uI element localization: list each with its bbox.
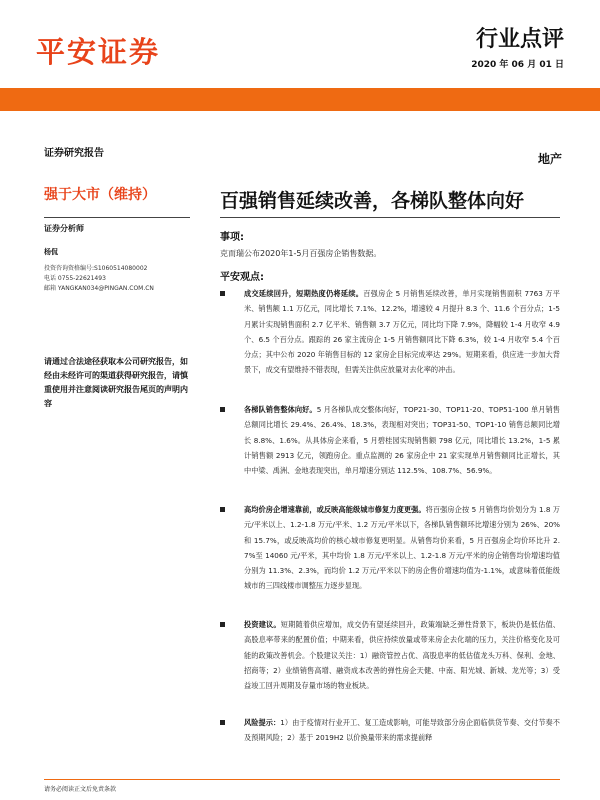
events-text: 克而瑞公布2020年1-5月百强房企销售数据。 bbox=[220, 249, 382, 258]
bullet-heading: 高均价房企增速靠前，或反映高能级城市修复力度更强。 bbox=[244, 505, 426, 514]
bullet-text bbox=[244, 502, 560, 594]
analyst-phone: 电话 0755-22621493 bbox=[44, 275, 106, 282]
bullet-heading: 投资建议。 bbox=[244, 620, 281, 629]
sidebar-divider bbox=[44, 217, 190, 218]
footer-disclaimer: 请务必阅读正文后免责条款 bbox=[44, 786, 117, 793]
bullet-text bbox=[244, 402, 560, 478]
bullet-heading: 成交延续回升，短期热度仍将延续。 bbox=[244, 289, 364, 298]
bullet-content: 短期随着供应增加，成交仍有望延续回升，政策端缺乏弹性背景下，板块仍是低估值、高股息率带来的配置价值；中期来看，供应持续放量或带来房企去化端的压力，关注价格变化及可能的政策改善机会。个股建议关注：1）融资管控占优、高股息率的低估值龙头万科、保利、金地、招商等；2）业绩销售高增、融资成本改善的弹性房企天健、中南、阳光城、新城、龙光等；3）受益竣工回升周期及存量市场的物业板块。 bbox=[244, 620, 560, 691]
bullet-content: 将百强房企按 5 月销售均价划分为 1.8 万元/平米以上、1.2-1.8 万元/平米、1.2 万元/平米以下，各梯队销售额环比增速分别为 26%、20%和 15.7%，或反映高均价的核心城市修复更明显。从销售均价来看，5 月百强房企均价环比升 2.7%至 14060 元/平米，其中均价 1.8 万元/平米以上、1.2-1.8 万元/平米的房企销售均价增速均值分别为 11.3%、2.3%，而均价 1.2 万元/平米以下的房企售价增速均值为-1.1%，或意味着低能级城市的三四线楼市调整压力逐步显现。 bbox=[244, 505, 560, 591]
bullet-square-icon bbox=[220, 291, 225, 296]
bullet-square-icon bbox=[220, 622, 225, 627]
industry-label: 地产 bbox=[537, 152, 562, 166]
bullet-square-icon bbox=[220, 507, 225, 512]
bullet-content: 1）由于疫情对行业开工、复工造成影响，可能导致部分房企面临供货节奏、交付节奏不及预期风险；2）基于 2019H2 以价换量带来的需求提前释 bbox=[244, 718, 560, 743]
report-date: 2020 年 06 月 01 日 bbox=[471, 60, 564, 70]
analyst-contact bbox=[44, 264, 154, 294]
header-band bbox=[0, 88, 600, 111]
report-title: 百强销售延续改善，各梯队整体向好 bbox=[220, 190, 525, 212]
title-divider bbox=[220, 217, 560, 218]
bullet-text bbox=[244, 286, 560, 378]
disclaimer: 请通过合法途径获取本公司研究报告，如经由未经许可的渠道获得研究报告，请慎重使用并注意阅读研究报告尾页的声明内容 bbox=[44, 357, 188, 408]
analyst-cert: 投资咨询资格编号:S1060514080002 bbox=[44, 265, 148, 272]
company-logo: 平安证券 bbox=[36, 35, 161, 69]
bullet-heading: 风险提示： bbox=[244, 718, 281, 727]
analyst-name: 杨侃 bbox=[44, 248, 58, 256]
footer-divider bbox=[44, 779, 560, 780]
bullet-square-icon bbox=[220, 407, 225, 412]
bullet-square-icon bbox=[220, 720, 225, 725]
events-label: 事项: bbox=[220, 232, 244, 243]
analyst-heading: 证券分析师 bbox=[44, 224, 84, 233]
report-type-label: 证券研究报告 bbox=[44, 148, 104, 159]
document-type: 行业点评 bbox=[475, 27, 564, 52]
bullet-text bbox=[244, 715, 560, 746]
bullet-text bbox=[244, 617, 560, 693]
industry-rating: 强于大市（维持） bbox=[44, 187, 156, 203]
bullet-heading: 各梯队销售整体向好。 bbox=[244, 405, 317, 414]
analyst-email[interactable]: 邮箱 YANGKAN034@PINGAN.COM.CN bbox=[44, 285, 154, 292]
views-label: 平安观点: bbox=[220, 272, 264, 283]
bullet-content: 5 月各梯队成交整体向好，TOP21-30、TOP11-20、TOP51-100 单月销售总额同比增长 29.4%、26.4%、18.3%，表现相对突出；TOP31-50、TOP1-10 销售总额同比增长 8.8%、1.6%。从具体房企来看，5 月碧桂园实现销售额 798 亿元，同比增长 13.2%，1-5 累计销售额 2913 亿元，领跑房企。重点监测的 26 家房企中 21 家实现单月销售额同比正增长，其中中梁、禹洲、金地表现突出，单月增速分别达 112.5%、108.7%、56.9%。 bbox=[244, 405, 560, 476]
bullet-content: 百强房企 5 月销售延续改善，单月实现销售面积 7763 万平米、销售额 1.1 万亿元，同比增长 7.1%、12.2%，增速较 4 月提升 8.3 个、11.6 个百分点；1-5 月累计实现销售面积 2.7 亿平米、销售额 3.7 万亿元，同比均下降 7.9%，降幅较 1-4 月收窄 4.9 个、6.5 个百分点。跟踪的 26 家主流房企 1-5 月销售额同比下降 6.3%，较 1-4 月收窄 5.4 个百分点；其中公布 2020 年销售目标的 12 家房企目标完成率达 29%。短期来看，供应进一步加大背景下，成交有望维持不错表现，但需关注供应放量对去化率的冲击。 bbox=[244, 289, 560, 375]
